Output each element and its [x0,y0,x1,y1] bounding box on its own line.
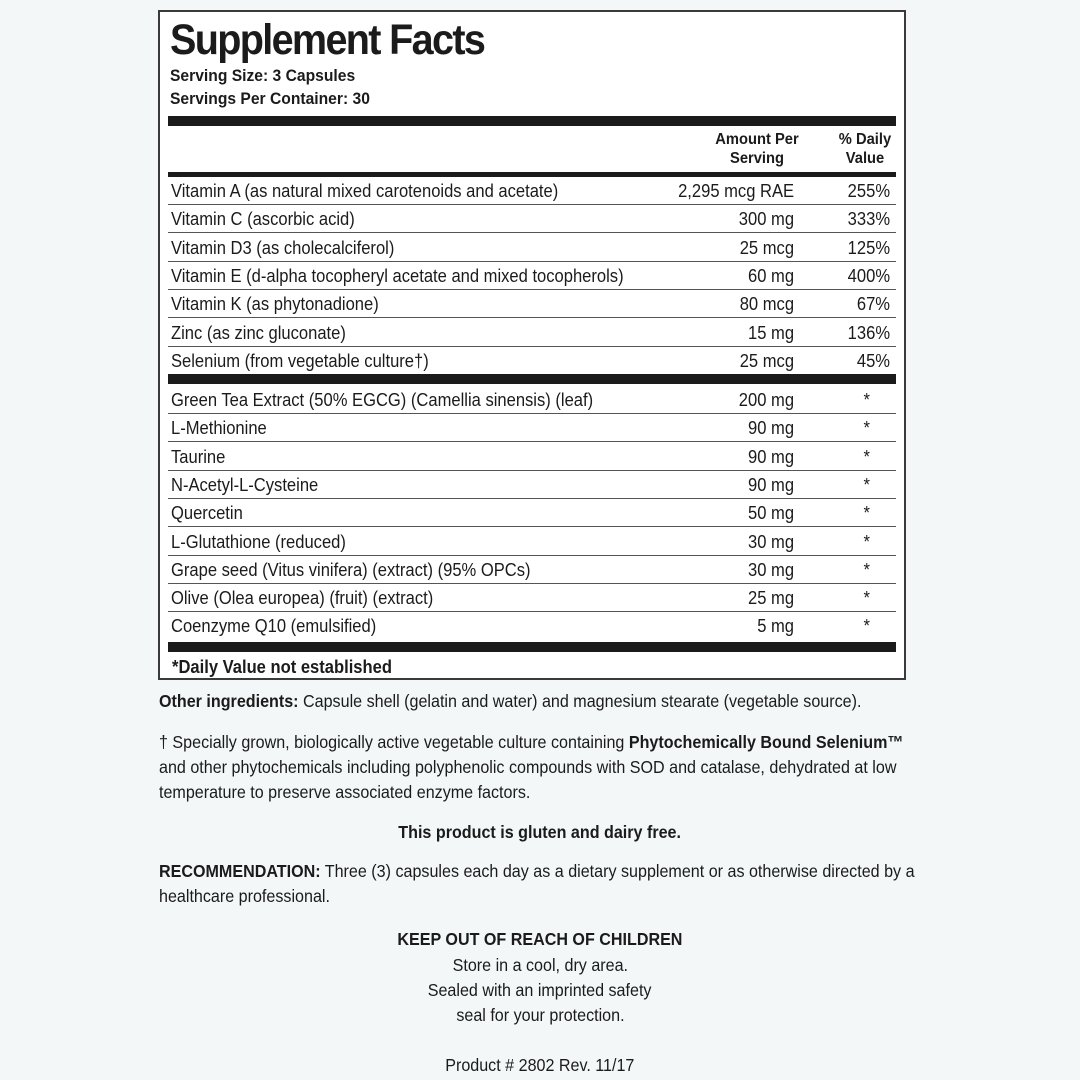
other-ingredients-label: Other ingredients: [159,691,299,711]
servings-per-container: Servings Per Container: 30 [170,89,370,108]
nutrient-daily-value: 45% [856,350,890,371]
nutrient-name: L-Methionine [171,418,267,439]
nutrient-amount: 15 mg [747,322,794,343]
nutrient-daily-value: * [863,446,870,467]
nutrient-row [168,471,896,499]
supplement-facts-panel [158,10,906,680]
nutrient-amount: 90 mg [747,474,794,495]
selenium-footnote-text: † Specially grown, biologically active vegetable culture containing Phytochemically Bound Selenium™ and other phytochemicals including polyphenolic compounds with SOD and catalase, dehydrated at low temperature to preserve associated enzyme factors. [159,732,904,802]
nutrient-name: Green Tea Extract (50% EGCG) (Camellia sinensis) (leaf) [171,390,594,410]
nutrient-daily-value: * [863,474,870,495]
nutrient-row [168,290,896,318]
amount-per-serving-header: Amount Per Serving [715,131,799,167]
seal-line-2: seal for your protection. [455,1005,625,1025]
nutrient-name: Vitamin E (d-alpha tocopheryl acetate and mixed tocopherols) [171,265,624,286]
gluten-free-statement: This product is gluten and dairy free. [398,822,682,842]
nutrient-daily-value: * [863,390,870,410]
storage-instruction: Store in a cool, dry area. [452,955,628,975]
nutrient-daily-value: 255% [847,181,890,201]
nutrient-amount: 5 mg [757,616,794,637]
nutrient-name: Olive (Olea europea) (fruit) (extract) [171,588,434,609]
nutrient-daily-value: * [863,616,870,637]
nutrient-amount: 25 mg [747,588,794,609]
nutrient-amount: 60 mg [747,265,794,286]
nutrient-daily-value: * [863,531,870,552]
nutrient-name: Vitamin C (ascorbic acid) [171,209,355,230]
nutrient-daily-value: * [863,559,870,580]
nutrient-name: Taurine [171,446,226,467]
daily-value-footnote: *Daily Value not established [172,657,392,677]
other-ingredients-text: Other ingredients: Capsule shell (gelatin and water) and magnesium stearate (vegetable source). [159,691,862,711]
nutrient-daily-value: 136% [847,322,890,343]
product-number: Product # 2802 Rev. 11/17 [445,1055,635,1075]
nutrient-amount: 25 mcg [739,350,794,371]
thick-divider [168,116,896,126]
nutrient-name: Vitamin D3 (as cholecalciferol) [171,237,395,258]
child-warning: KEEP OUT OF REACH OF CHILDREN [397,929,683,949]
nutrient-amount: 30 mg [747,531,794,552]
nutrient-row [168,319,896,347]
nutrient-daily-value: 400% [847,265,890,286]
nutrient-daily-value: * [863,503,870,524]
nutrient-row [168,414,896,442]
nutrient-row [168,347,896,375]
nutrient-name: Vitamin K (as phytonadione) [171,294,379,315]
nutrient-amount: 30 mg [747,559,794,580]
nutrient-row [168,612,896,640]
nutrient-row [168,262,896,290]
nutrient-row [168,177,896,205]
nutrient-name: Quercetin [171,503,243,524]
nutrient-amount: 50 mg [747,503,794,524]
nutrient-daily-value: 125% [847,237,890,258]
nutrient-row [168,556,896,584]
nutrient-row [168,499,896,527]
nutrient-name: Selenium (from vegetable culture†) [171,350,429,371]
nutrient-name: Vitamin A (as natural mixed carotenoids and acetate) [171,181,559,201]
nutrient-row [168,584,896,612]
nutrient-amount: 90 mg [747,418,794,439]
seal-line-1: Sealed with an imprinted safety [428,980,652,1000]
nutrient-daily-value: * [863,588,870,609]
nutrient-row [168,234,896,262]
nutrient-name: Coenzyme Q10 (emulsified) [171,616,377,637]
nutrient-row [168,386,896,414]
nutrient-amount: 90 mg [747,446,794,467]
thick-divider-2 [168,374,896,384]
nutrient-row [168,205,896,233]
nutrient-name: N-Acetyl-L-Cysteine [171,474,319,495]
nutrient-amount: 80 mcg [739,294,794,315]
nutrient-name: Zinc (as zinc gluconate) [171,322,346,343]
thick-divider-3 [168,642,896,652]
nutrient-name: Grape seed (Vitus vinifera) (extract) (95% OPCs) [171,559,531,580]
nutrient-amount: 200 mg [738,390,794,410]
nutrient-amount: 25 mcg [739,237,794,258]
daily-value-header: % Daily Value [838,131,892,167]
nutrient-daily-value: 67% [856,294,890,315]
nutrient-row [168,443,896,471]
nutrient-amount: 300 mg [738,209,794,230]
panel-title: Supplement Facts [170,16,485,64]
nutrient-amount: 2,295 mcg RAE [678,181,794,201]
nutrient-daily-value: * [863,418,870,439]
recommendation-label: RECOMMENDATION: [159,861,321,881]
nutrient-name: L-Glutathione (reduced) [171,531,346,552]
recommendation-text: RECOMMENDATION: Three (3) capsules each day as a dietary supplement or as otherwise directed by a healthcare professional. [159,861,915,906]
nutrient-daily-value: 333% [847,209,890,230]
nutrient-row [168,528,896,556]
serving-size: Serving Size: 3 Capsules [170,66,356,85]
